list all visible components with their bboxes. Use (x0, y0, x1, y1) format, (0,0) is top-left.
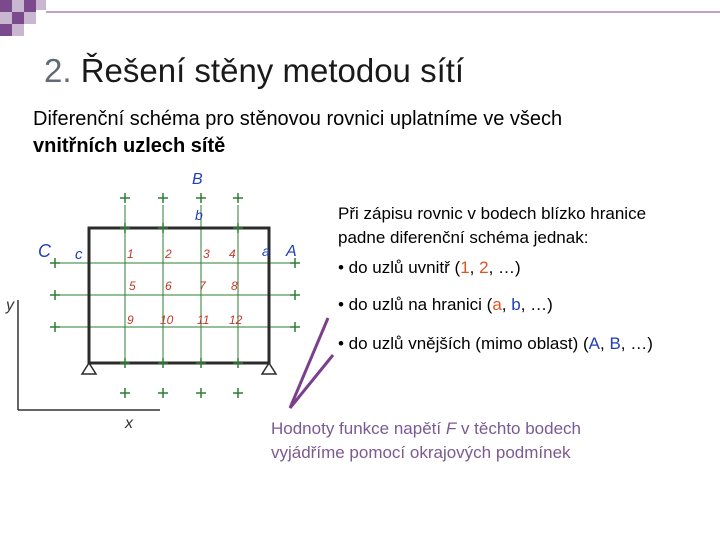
bullet-text: do uzlů uvnitř ( (343, 258, 461, 277)
footnote-text-part: Hodnoty funkce napětí (271, 419, 446, 438)
bullet-value: 1 (460, 258, 470, 277)
node-label-b: b (195, 207, 203, 223)
intro-text (33, 106, 713, 160)
node-number: 2 (165, 247, 172, 261)
right-support (262, 363, 276, 374)
bullet-item-boundary (338, 295, 553, 315)
bullet-item-outer (338, 334, 653, 354)
bullet-suffix: , …) (488, 258, 521, 277)
bullet-separator: , (469, 258, 480, 277)
x-axis-label: x (125, 415, 133, 432)
node-number: 8 (231, 279, 238, 293)
footnote-text-part: v těchto bodech (456, 419, 581, 438)
intro-line-2: vnitřních uzlech sítě (33, 135, 226, 157)
bullet-text: do uzlů vnějších (mimo oblast) ( (343, 334, 589, 353)
bullet-value: b (511, 295, 521, 314)
note-line-1: Při zápisu rovnic v bodech blízko hranice (338, 204, 647, 223)
bullet-separator: , (600, 334, 610, 353)
bullet-suffix: , …) (620, 334, 653, 353)
node-label-a: a (262, 243, 270, 259)
node-number: 10 (160, 313, 174, 327)
node-label-c: c (75, 246, 83, 263)
node-label-C: C (38, 241, 51, 261)
intro-line-1: Diferenční schéma pro stěnovou rovnici uplatníme ve všech (33, 108, 563, 130)
node-number: 6 (165, 279, 172, 293)
node-number: 7 (199, 279, 206, 293)
bullet-marker: • (338, 258, 344, 277)
node-number: 3 (203, 247, 210, 261)
note-line-2: padne diferenční schéma jednak: (338, 228, 589, 247)
node-label-A: A (286, 243, 297, 260)
node-label-B: B (192, 171, 203, 188)
bullet-value: A (588, 334, 600, 353)
bullet-suffix: , …) (520, 295, 553, 314)
bullet-marker: • (338, 295, 344, 314)
node-number: 12 (229, 313, 243, 327)
title-text: Řešení stěny metodou sítí (80, 52, 465, 89)
footnote-variable: F (445, 419, 457, 438)
slide-title (44, 52, 464, 90)
footnote-text (271, 417, 711, 465)
corner-decoration (0, 0, 720, 40)
footnote-line-2: vyjádříme pomocí okrajových podmínek (271, 443, 571, 462)
bullet-marker: • (338, 334, 344, 353)
bullet-value: 2 (479, 258, 489, 277)
bullet-value: B (609, 334, 621, 353)
bullet-separator: , (501, 295, 512, 314)
boundary-note (338, 202, 718, 250)
footnote-line-1 (271, 417, 711, 441)
grid-diagram (0, 165, 330, 445)
left-support (82, 363, 96, 374)
node-number: 5 (129, 279, 136, 293)
bullet-item-inner (338, 258, 521, 278)
title-number: 2. (44, 52, 72, 89)
y-axis-label: y (6, 297, 14, 314)
node-number: 9 (127, 313, 134, 327)
bullet-value: a (492, 295, 502, 314)
node-number: 11 (197, 313, 210, 327)
bullet-text: do uzlů na hranici ( (343, 295, 493, 314)
node-number: 4 (229, 247, 236, 261)
node-number: 1 (127, 247, 134, 261)
